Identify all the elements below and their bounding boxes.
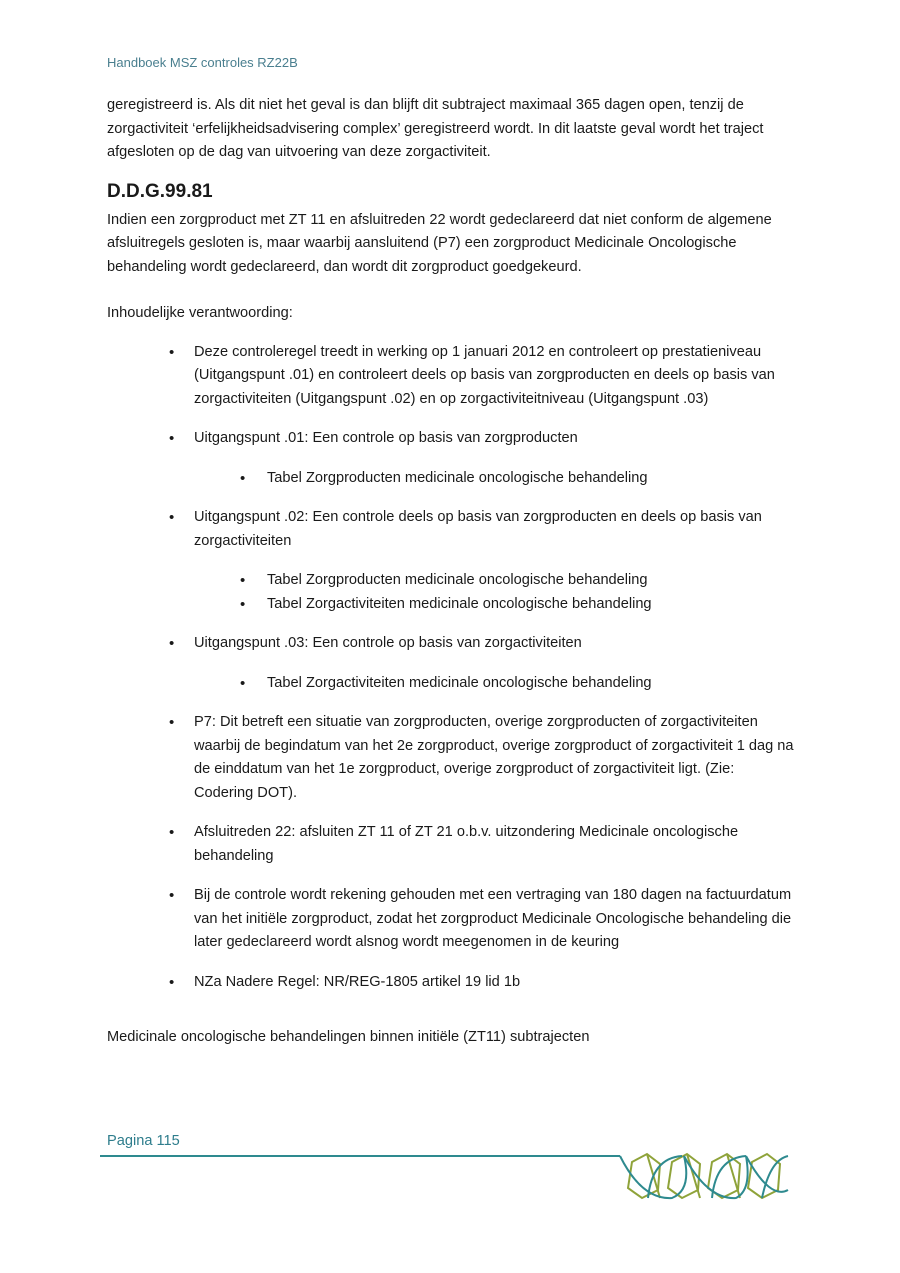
sub-list-item: • Tabel Zorgproducten medicinale oncologische behandeling xyxy=(107,569,797,593)
section-heading: D.D.G.99.81 xyxy=(107,180,213,202)
sub-list-item: • Tabel Zorgproducten medicinale oncologische behandeling xyxy=(107,467,797,491)
list-item: • Uitgangspunt .02: Een controle deels op basis van zorgproducten en deels op basis van zorgactiviteiten xyxy=(107,506,797,553)
sub-list-item: • Tabel Zorgactiviteiten medicinale oncologische behandeling xyxy=(107,593,797,617)
footer-divider xyxy=(100,1155,620,1157)
section-description: Indien een zorgproduct met ZT 11 en afsluitreden 22 wordt gedeclareerd dat niet conform de algemene afsluitregels gesloten is, maar waarbij aansluitend (P7) een zorgproduct Medicinale Oncologische behandeling wordt gedeclareerd, dan wordt dit zorgproduct goedgekeurd. xyxy=(107,211,772,275)
list-item: • P7: Dit betreft een situatie van zorgproducten, overige zorgproducten of zorgactiviteiten waarbij de begindatum van het 2e zorgproduct, overige zorgproduct of zorgactiviteit 1 dag na de einddatum van het 1e zorgproduct, overige zorgproduct of zorgactiviteit ligt. (Zie: Codering DOT). xyxy=(107,711,797,805)
running-header: Handboek MSZ controles RZ22B xyxy=(107,55,298,70)
page-content xyxy=(107,94,797,1050)
list-item: • Uitgangspunt .03: Een controle op basis van zorgactiviteiten xyxy=(107,632,797,656)
list-item: • Bij de controle wordt rekening gehouden met een vertraging van 180 dagen na factuurdatum van het initiële zorgproduct, zodat het zorgproduct Medicinale Oncologische behandeling die later gedeclareerd wordt alsnog wordt meegenomen in de keuring xyxy=(107,884,797,955)
list-item: • NZa Nadere Regel: NR/REG-1805 artikel 19 lid 1b xyxy=(107,971,797,995)
closing-line: Medicinale oncologische behandelingen binnen initiële (ZT11) subtrajecten xyxy=(107,1029,590,1045)
justification-label: Inhoudelijke verantwoording: xyxy=(107,305,293,321)
page-number: Pagina 115 xyxy=(107,1133,180,1149)
bullet-list xyxy=(107,341,797,995)
logo-teal-arcs xyxy=(612,1156,788,1198)
logo-olive-hexagons xyxy=(628,1154,780,1198)
intro-paragraph: geregistreerd is. Als dit niet het geval is dan blijft dit subtraject maximaal 365 dagen open, tenzij de zorgactiviteit ‘erfelijkheidsadvisering complex’ geregistreerd wordt. In dit laatste geval wordt het traject afgesloten op de dag van uitvoering van deze zorgactiviteit. xyxy=(107,97,764,160)
list-item: • Deze controleregel treedt in werking op 1 januari 2012 en controleert op prestatieniveau (Uitgangspunt .01) en controleert deels op basis van zorgproducten en deels op basis van zorgactiviteiten (Uitgangspunt .02) en op zorgactiviteitniveau (Uitgangspunt .03) xyxy=(107,341,797,412)
interlaced-pattern-logo-icon xyxy=(612,1150,792,1202)
list-item: • Afsluitreden 22: afsluiten ZT 11 of ZT 21 o.b.v. uitzondering Medicinale oncologische behandeling xyxy=(107,821,797,868)
sub-list-item: • Tabel Zorgactiviteiten medicinale oncologische behandeling xyxy=(107,672,797,696)
list-item: • Uitgangspunt .01: Een controle op basis van zorgproducten xyxy=(107,427,797,451)
